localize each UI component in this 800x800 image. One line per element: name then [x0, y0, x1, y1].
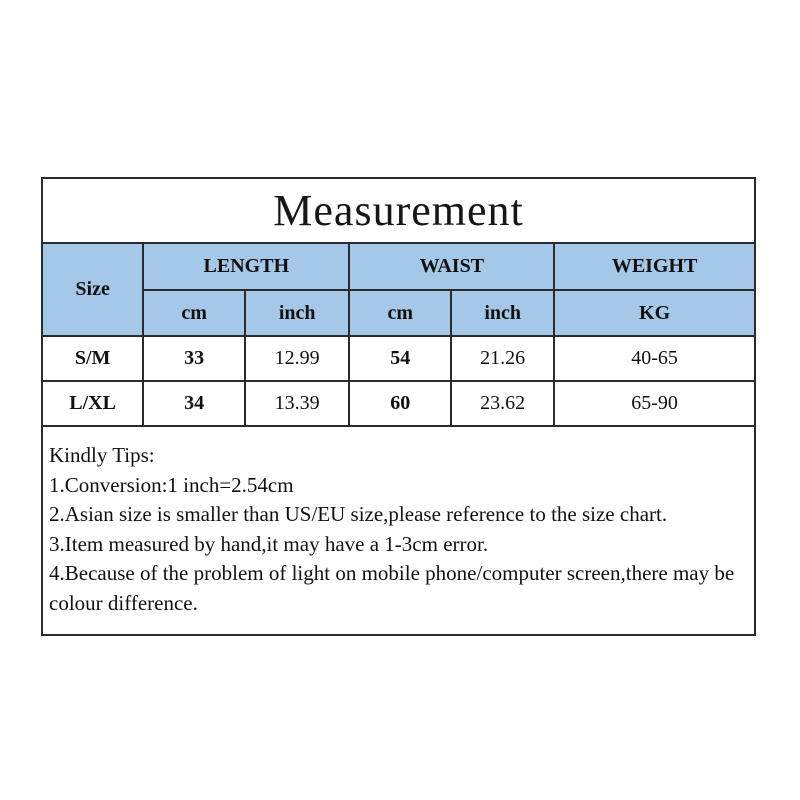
column-header-waist: WAIST	[349, 244, 554, 290]
waist-cm-cell: 54	[349, 336, 451, 381]
waist-inch-cell: 21.26	[451, 336, 554, 381]
size-cell: S/M	[43, 336, 143, 381]
unit-header-length-inch: inch	[245, 290, 350, 336]
weight-kg-cell: 40-65	[554, 336, 754, 381]
table-row-sm	[43, 336, 754, 381]
length-cm-cell: 33	[143, 336, 245, 381]
size-chart-table	[43, 244, 754, 427]
tip-item-4: 4.Because of the problem of light on mobile phone/computer screen,there may be colour difference.	[49, 561, 735, 615]
unit-header-waist-inch: inch	[451, 290, 554, 336]
column-header-size: Size	[43, 244, 143, 336]
tips-heading: Kindly Tips:	[49, 443, 155, 467]
column-header-weight: WEIGHT	[554, 244, 754, 290]
tip-item-1: 1.Conversion:1 inch=2.54cm	[49, 472, 294, 497]
unit-header-waist-cm: cm	[349, 290, 451, 336]
size-cell: L/XL	[43, 381, 143, 426]
unit-header-weight-kg: KG	[554, 290, 754, 336]
table-row-lxl	[43, 381, 754, 426]
kindly-tips-section	[43, 427, 754, 634]
measurement-sheet	[41, 177, 756, 636]
length-cm-cell: 34	[143, 381, 245, 426]
page-title: Measurement	[273, 186, 524, 235]
waist-cm-cell: 60	[349, 381, 451, 426]
column-header-length: LENGTH	[143, 244, 349, 290]
unit-header-length-cm: cm	[143, 290, 245, 336]
weight-kg-cell: 65-90	[554, 381, 754, 426]
tip-item-3: 3.Item measured by hand,it may have a 1-3cm error.	[49, 531, 489, 556]
tip-item-2: 2.Asian size is smaller than US/EU size,please reference to the size chart.	[49, 502, 668, 526]
waist-inch-cell: 23.62	[451, 381, 554, 426]
length-inch-cell: 12.99	[245, 336, 350, 381]
title-box	[43, 179, 754, 244]
length-inch-cell: 13.39	[245, 381, 350, 426]
